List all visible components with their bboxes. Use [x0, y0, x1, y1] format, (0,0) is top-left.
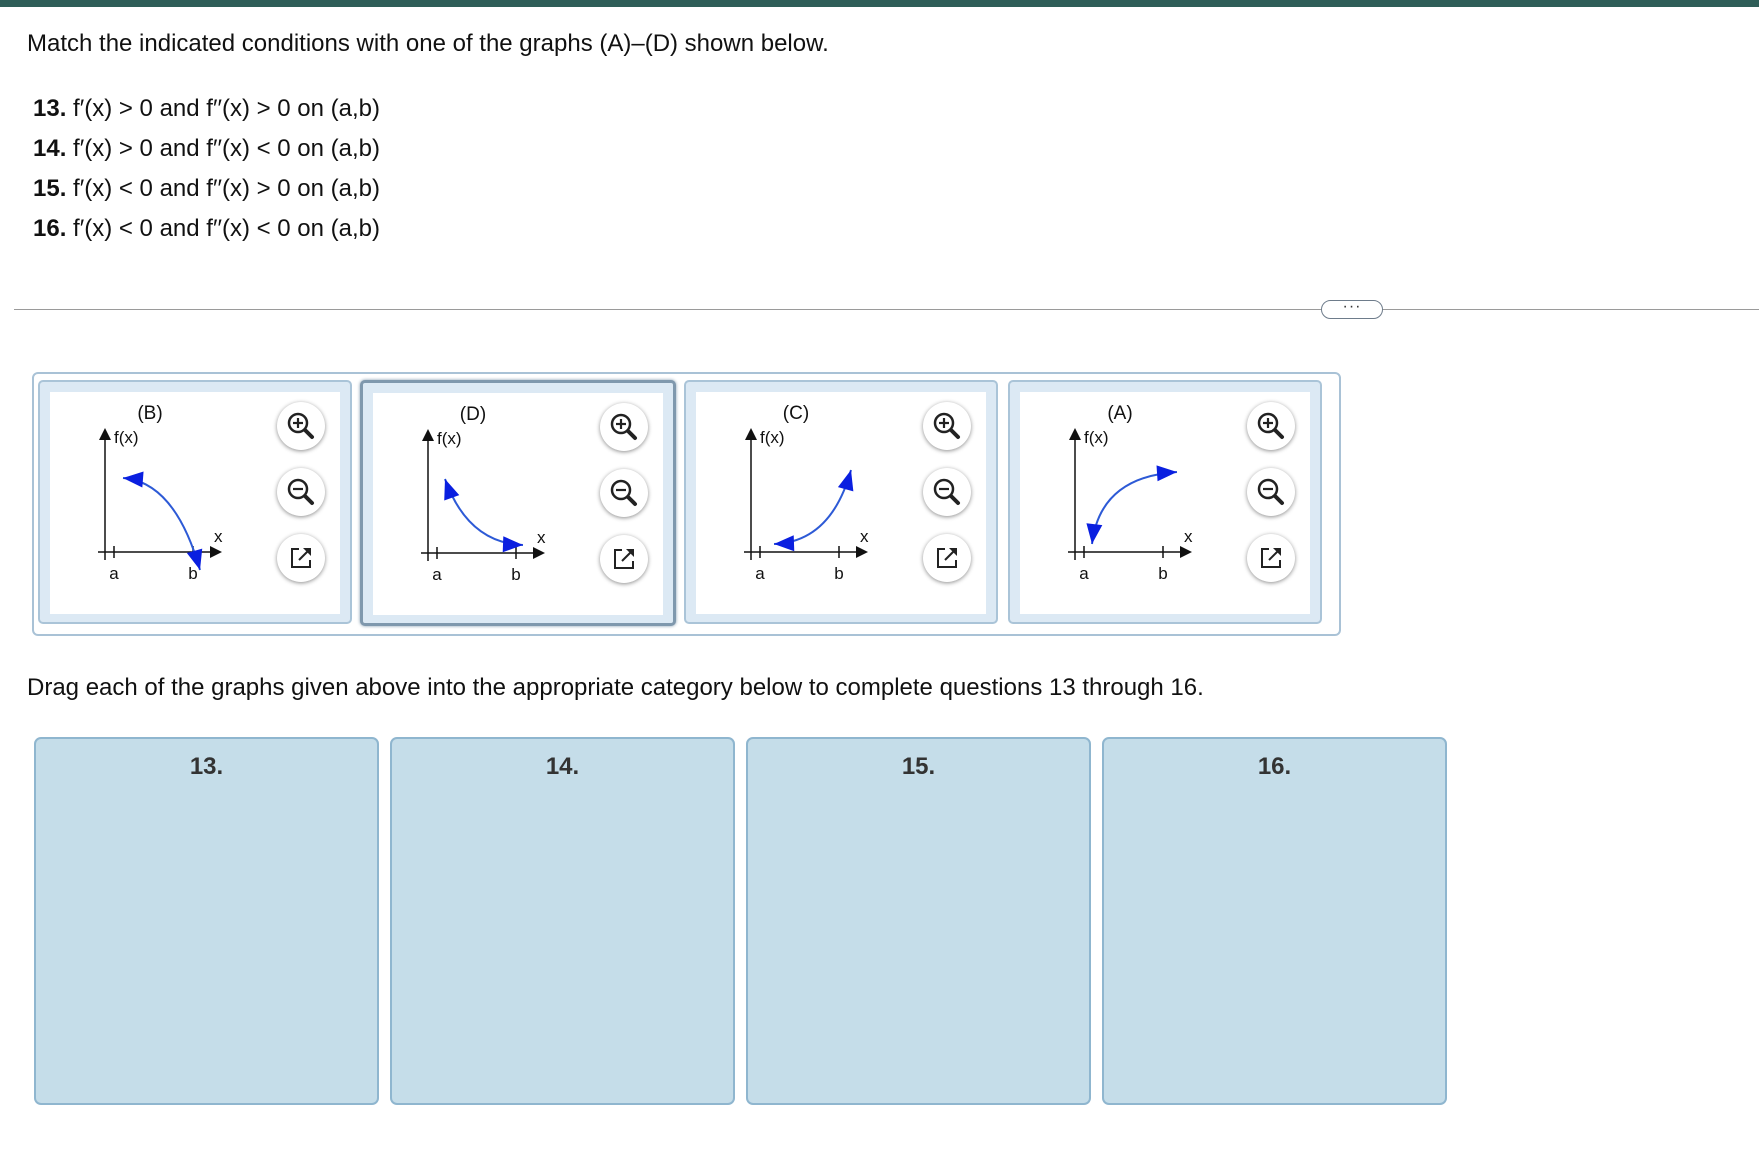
graph-c-plot	[696, 392, 921, 614]
graph-card-d[interactable]	[360, 380, 676, 626]
drop-zone-16[interactable]	[1102, 737, 1447, 1105]
graph-tray	[32, 372, 1341, 636]
question-15	[33, 174, 380, 214]
top-bar	[0, 0, 1759, 7]
section-divider	[14, 309, 1759, 310]
popout-icon	[600, 535, 648, 583]
popout-button[interactable]	[600, 535, 648, 583]
question-number: 14.	[33, 135, 67, 162]
x-axis-arrowhead	[533, 547, 545, 559]
graph-d-plot	[373, 393, 598, 615]
function-curve	[123, 478, 200, 570]
question-list	[33, 94, 380, 254]
tick-label-b: b	[1158, 564, 1168, 583]
zoom-out-icon	[600, 469, 648, 517]
zoom-out-button[interactable]	[277, 468, 325, 516]
zoom-out-button[interactable]	[600, 469, 648, 517]
curve-start-arrowhead	[774, 535, 794, 551]
graph-label: (D)	[459, 404, 487, 425]
curve-start-arrowhead	[1086, 523, 1102, 544]
zoom-out-button[interactable]	[1247, 468, 1295, 516]
x-axis-arrowhead	[210, 546, 222, 558]
graph-label: (B)	[137, 403, 163, 424]
zoom-in-button[interactable]	[1247, 402, 1295, 450]
drop-zone-label: 14.	[545, 753, 580, 780]
x-axis-label: x	[214, 527, 223, 546]
graph-label: (C)	[782, 403, 810, 424]
y-axis-label: f(x)	[114, 428, 139, 447]
question-16	[33, 214, 380, 254]
curve-end-arrowhead	[1157, 465, 1177, 481]
zoom-out-button[interactable]	[923, 468, 971, 516]
tick-label-b: b	[511, 565, 521, 584]
question-number: 16.	[33, 215, 67, 242]
tick-label-b: b	[188, 564, 198, 583]
zoom-in-icon	[1247, 402, 1295, 450]
drop-zone-14[interactable]	[390, 737, 735, 1105]
drop-zone-15[interactable]	[746, 737, 1091, 1105]
zoom-out-icon	[1247, 468, 1295, 516]
curve-start-arrowhead	[123, 472, 144, 488]
x-axis-label: x	[537, 528, 546, 547]
popout-icon	[923, 534, 971, 582]
popout-button[interactable]	[1247, 534, 1295, 582]
question-text: f′(x) > 0 and f′′(x) < 0 on (a,b)	[73, 135, 381, 162]
zoom-in-icon	[600, 403, 648, 451]
popout-button[interactable]	[277, 534, 325, 582]
question-text: f′(x) > 0 and f′′(x) > 0 on (a,b)	[73, 95, 381, 122]
zoom-in-button[interactable]	[277, 402, 325, 450]
more-options-button[interactable]: ···	[1321, 300, 1383, 319]
drop-zone-13[interactable]	[34, 737, 379, 1105]
tick-label-a: a	[109, 564, 119, 583]
graph-a-plot	[1020, 392, 1245, 614]
curve-end-arrowhead	[838, 470, 853, 491]
zoom-out-icon	[277, 468, 325, 516]
drag-instructions: Drag each of the graphs given above into the appropriate category below to complete questions 13 through 16.	[27, 674, 1204, 701]
zoom-in-icon	[923, 402, 971, 450]
zoom-in-icon	[277, 402, 325, 450]
zoom-in-button[interactable]	[600, 403, 648, 451]
graph-card-c[interactable]	[684, 380, 998, 624]
question-13	[33, 94, 380, 134]
graph-b-plot	[50, 392, 275, 614]
question-number: 15.	[33, 175, 67, 202]
drop-zone-label: 15.	[901, 753, 936, 780]
tick-label-b: b	[834, 564, 844, 583]
function-curve	[1092, 472, 1177, 544]
function-curve	[774, 470, 851, 544]
y-axis-label: f(x)	[437, 429, 462, 448]
function-curve	[445, 479, 523, 545]
x-axis-arrowhead	[1180, 546, 1192, 558]
y-axis-label: f(x)	[1084, 428, 1109, 447]
instructions-text: Match the indicated conditions with one of the graphs (A)–(D) shown below.	[27, 30, 829, 57]
drop-zone-label: 16.	[1257, 753, 1292, 780]
question-number: 13.	[33, 95, 67, 122]
zoom-in-button[interactable]	[923, 402, 971, 450]
curve-end-arrowhead	[503, 536, 523, 552]
zoom-out-icon	[923, 468, 971, 516]
x-axis-label: x	[860, 527, 869, 546]
tick-label-a: a	[432, 565, 442, 584]
graph-label: (A)	[1107, 403, 1133, 424]
graph-card-b[interactable]	[38, 380, 352, 624]
x-axis-label: x	[1184, 527, 1193, 546]
y-axis-label: f(x)	[760, 428, 785, 447]
popout-icon	[277, 534, 325, 582]
question-14	[33, 134, 380, 174]
graph-card-a[interactable]	[1008, 380, 1322, 624]
popout-icon	[1247, 534, 1295, 582]
curve-start-arrowhead	[444, 479, 459, 501]
tick-label-a: a	[755, 564, 765, 583]
popout-button[interactable]	[923, 534, 971, 582]
tick-label-a: a	[1079, 564, 1089, 583]
question-text: f′(x) < 0 and f′′(x) < 0 on (a,b)	[73, 215, 381, 242]
drop-zone-label: 13.	[189, 753, 224, 780]
x-axis-arrowhead	[856, 546, 868, 558]
question-text: f′(x) < 0 and f′′(x) > 0 on (a,b)	[73, 175, 381, 202]
